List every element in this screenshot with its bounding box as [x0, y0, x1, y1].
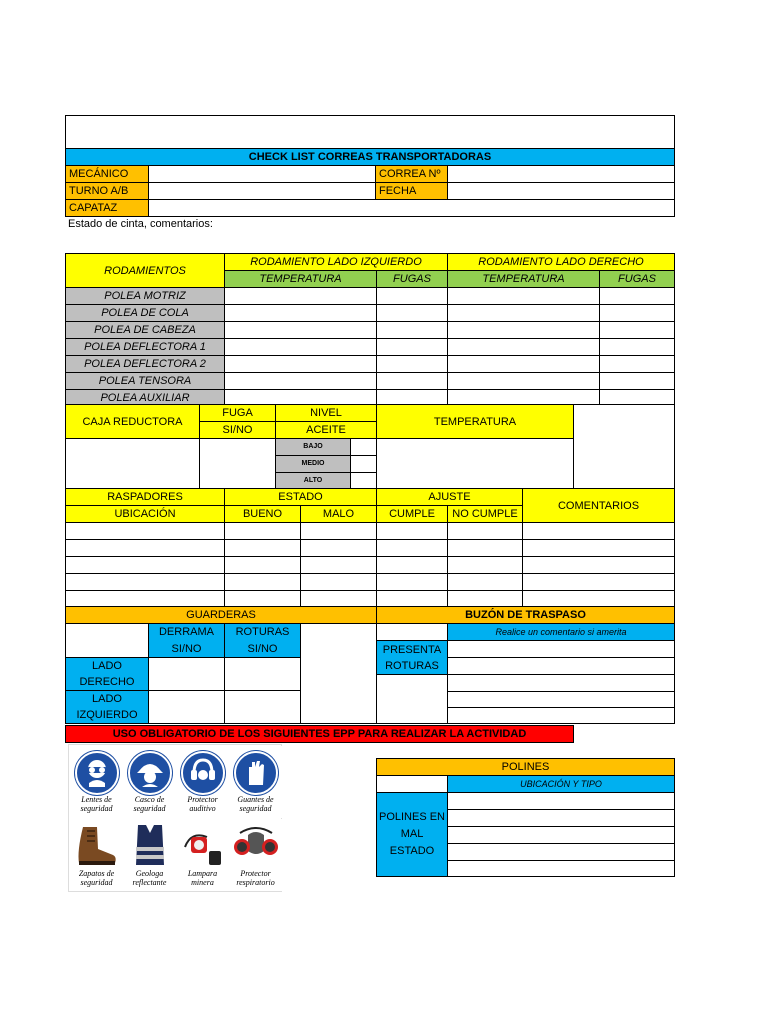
epp-caption: Zapatos de seguridad — [78, 869, 115, 887]
raspador-row-cell[interactable] — [224, 522, 301, 540]
polea-row-cell[interactable] — [447, 355, 600, 373]
turno-label: TURNO A/B — [65, 182, 149, 200]
derrama-label: DERRAMA — [158, 625, 214, 638]
mecanico-label: MECÁNICO — [65, 165, 149, 183]
fecha-field[interactable] — [447, 182, 675, 200]
caja-reductora-field[interactable] — [65, 438, 200, 489]
epp-item-respirator — [229, 819, 282, 891]
form-title: CHECK LIST CORREAS TRANSPORTADORAS — [65, 148, 675, 166]
raspador-row-cell[interactable] — [224, 539, 301, 557]
capataz-field[interactable] — [148, 199, 675, 217]
polines-corner — [376, 775, 448, 793]
raspador-row-cell[interactable] — [300, 573, 377, 591]
raspador-row-cell[interactable] — [376, 522, 448, 540]
raspador-row-cell[interactable] — [65, 522, 225, 540]
fecha-label: FECHA — [375, 182, 448, 200]
polines-text-2: MAL — [400, 828, 424, 840]
polea-row-label: POLEA DEFLECTORA 2 — [65, 355, 225, 373]
roturas-sino: SI/NO — [247, 642, 278, 655]
polea-row-label: POLEA TENSORA — [65, 372, 225, 390]
buzon-comment-3[interactable] — [447, 674, 675, 692]
raspador-row-cell[interactable] — [376, 573, 448, 591]
polea-row-cell[interactable] — [224, 355, 377, 373]
cumple-header: CUMPLE — [376, 505, 448, 523]
raspador-row-cell[interactable] — [522, 573, 675, 591]
temperatura-header: TEMPERATURA — [376, 404, 574, 439]
raspador-row-cell[interactable] — [447, 539, 523, 557]
polea-row-cell[interactable] — [599, 287, 675, 305]
epp-item-vest — [123, 819, 176, 891]
raspador-row-cell[interactable] — [224, 573, 301, 591]
raspador-row-cell[interactable] — [300, 556, 377, 574]
polea-row-cell[interactable] — [224, 321, 377, 339]
polea-row-cell[interactable] — [599, 321, 675, 339]
helmet-icon — [128, 751, 172, 795]
polea-row-cell[interactable] — [447, 287, 600, 305]
raspador-row-cell[interactable] — [300, 539, 377, 557]
mecanico-field[interactable] — [148, 165, 376, 183]
polea-row-cell[interactable] — [447, 338, 600, 356]
roturas-text: ROTURAS — [385, 659, 439, 672]
raspador-row-cell[interactable] — [522, 522, 675, 540]
nivel-bajo-check[interactable] — [350, 438, 377, 456]
buzon-blank — [376, 674, 448, 724]
polines-mal-estado-label — [376, 792, 448, 877]
respirator-icon — [230, 821, 282, 869]
lado-derecho-text-1: LADO — [92, 660, 122, 672]
bueno-header: BUENO — [224, 505, 301, 523]
fugas-izq-header: FUGAS — [376, 270, 448, 288]
polea-row-label: POLEA DE CABEZA — [65, 321, 225, 339]
safety-boot-icon — [71, 821, 123, 869]
raspador-row-cell[interactable] — [300, 522, 377, 540]
guarderas-blank — [300, 623, 377, 724]
temp-der-header: TEMPERATURA — [447, 270, 600, 288]
temp-izq-header: TEMPERATURA — [224, 270, 377, 288]
buzon-corner — [376, 623, 448, 641]
polea-row-label: POLEA MOTRIZ — [65, 287, 225, 305]
raspador-row-cell[interactable] — [522, 556, 675, 574]
polines-field-1[interactable] — [447, 792, 675, 810]
gloves-icon — [234, 751, 278, 795]
polea-row-cell[interactable] — [376, 304, 448, 322]
raspador-row-cell[interactable] — [447, 522, 523, 540]
derrama-header — [148, 623, 225, 658]
polea-row-cell[interactable] — [224, 338, 377, 356]
fuga-sino-header: SI/NO — [199, 421, 276, 439]
polines-field-4[interactable] — [447, 843, 675, 861]
polea-row-cell[interactable] — [447, 372, 600, 390]
epp-caption: Guantes de seguridad — [237, 795, 274, 813]
polea-row-label: POLEA DEFLECTORA 1 — [65, 338, 225, 356]
polea-row-cell[interactable] — [447, 321, 600, 339]
mining-lamp-icon — [177, 821, 229, 869]
epp-item-boots — [70, 819, 123, 891]
fuga-field[interactable] — [199, 438, 276, 489]
polines-header: POLINES — [376, 758, 675, 776]
derrama-sino: SI/NO — [171, 642, 202, 655]
lado-izquierdo-roturas[interactable] — [224, 690, 301, 724]
polea-row-cell[interactable] — [376, 338, 448, 356]
polines-ubicacion-header: UBICACIÓN Y TIPO — [447, 775, 675, 793]
epp-caption: Lentes de seguridad — [80, 795, 113, 813]
roturas-label: ROTURAS — [235, 625, 290, 638]
nivel-header: NIVEL — [275, 404, 377, 422]
buzon-comment-2[interactable] — [447, 657, 675, 675]
lado-izquierdo-label — [65, 690, 149, 724]
polines-text-3: ESTADO — [389, 845, 435, 857]
polea-row-cell[interactable] — [376, 287, 448, 305]
estado-cinta-label: Estado de cinta, comentarios: — [68, 218, 213, 230]
raspador-row-cell[interactable] — [447, 573, 523, 591]
raspador-row-cell[interactable] — [522, 539, 675, 557]
lado-derecho-derrama[interactable] — [148, 657, 225, 691]
nivel-bajo-label: BAJO — [275, 438, 351, 456]
buzon-header: BUZÓN DE TRASPASO — [376, 606, 675, 624]
buzon-comentario-header: Realice un comentario si amerita — [447, 623, 675, 641]
roturas-header — [224, 623, 301, 658]
nivel-alto-label: ALTO — [275, 472, 351, 489]
epp-grid — [68, 744, 282, 892]
buzon-comment-1[interactable] — [447, 640, 675, 658]
logo-area — [65, 115, 675, 149]
epp-item-helmet — [123, 746, 176, 818]
epp-caption: Protector auditivo — [187, 795, 218, 813]
polea-row-cell[interactable] — [376, 355, 448, 373]
polines-field-2[interactable] — [447, 809, 675, 827]
correa-label: CORREA Nº — [375, 165, 448, 183]
epp-caption: Casco de seguridad — [133, 795, 166, 813]
raspador-row-cell[interactable] — [65, 556, 225, 574]
raspador-row-cell[interactable] — [376, 556, 448, 574]
ubicacion-header: UBICACIÓN — [65, 505, 225, 523]
raspadores-header: RASPADORES — [65, 488, 225, 506]
caja-blank — [573, 404, 675, 489]
presenta-roturas-label — [376, 640, 448, 675]
raspador-row-cell[interactable] — [65, 573, 225, 591]
ajuste-header: AJUSTE — [376, 488, 523, 506]
temperatura-field[interactable] — [376, 438, 574, 489]
lado-derecho-text-2: DERECHO — [79, 676, 135, 688]
epp-item-lamp — [176, 819, 229, 891]
epp-item-glasses — [70, 746, 123, 818]
raspador-row-cell[interactable] — [447, 556, 523, 574]
lado-izquierdo-text-1: LADO — [92, 693, 122, 705]
capataz-label: CAPATAZ — [65, 199, 149, 217]
lado-izquierdo-derrama[interactable] — [148, 690, 225, 724]
lado-derecho-label — [65, 657, 149, 691]
polines-text-1: POLINES EN — [378, 811, 446, 823]
no-cumple-header: NO CUMPLE — [447, 505, 523, 523]
polea-row-cell[interactable] — [599, 338, 675, 356]
rodamiento-izq-header: RODAMIENTO LADO IZQUIERDO — [224, 253, 448, 271]
raspador-row-cell[interactable] — [65, 539, 225, 557]
estado-header: ESTADO — [224, 488, 377, 506]
nivel-medio-check[interactable] — [350, 455, 377, 473]
turno-field[interactable] — [148, 182, 376, 200]
raspador-row-cell[interactable] — [376, 539, 448, 557]
nivel-medio-label: MEDIO — [275, 455, 351, 473]
correa-field[interactable] — [447, 165, 675, 183]
lado-izquierdo-text-2: IZQUIERDO — [76, 709, 138, 721]
epp-banner: USO OBLIGATORIO DE LOS SIGUIENTES EPP PARA REALIZAR LA ACTIVIDAD — [65, 725, 574, 743]
fugas-der-header: FUGAS — [599, 270, 675, 288]
presenta-text: PRESENTA — [382, 643, 442, 656]
epp-caption: Lampara minera — [187, 869, 218, 887]
polea-row-cell[interactable] — [376, 372, 448, 390]
reflective-vest-icon — [124, 821, 176, 869]
polea-row-cell[interactable] — [224, 304, 377, 322]
polea-row-cell[interactable] — [599, 355, 675, 373]
guarderas-corner — [65, 623, 149, 658]
polea-row-cell[interactable] — [447, 304, 600, 322]
polea-row-cell[interactable] — [376, 321, 448, 339]
safety-glasses-icon — [75, 751, 119, 795]
ear-protector-icon — [181, 751, 225, 795]
polines-field-3[interactable] — [447, 826, 675, 844]
nivel-alto-check[interactable] — [350, 472, 377, 489]
polea-row-cell[interactable] — [224, 372, 377, 390]
polea-row-label: POLEA DE COLA — [65, 304, 225, 322]
epp-caption: Protector respiratorio — [236, 869, 275, 887]
polea-row-cell[interactable] — [224, 287, 377, 305]
buzon-comment-4[interactable] — [447, 691, 675, 708]
buzon-comment-5[interactable] — [447, 707, 675, 724]
epp-item-ear — [176, 746, 229, 818]
rodamientos-header: RODAMIENTOS — [65, 253, 225, 288]
malo-header: MALO — [300, 505, 377, 523]
polea-row-cell[interactable] — [599, 372, 675, 390]
rodamiento-der-header: RODAMIENTO LADO DERECHO — [447, 253, 675, 271]
epp-item-gloves — [229, 746, 282, 818]
epp-caption: Geologa reflectante — [132, 869, 167, 887]
polines-field-5[interactable] — [447, 860, 675, 877]
aceite-header: ACEITE — [275, 421, 377, 439]
polea-row-cell[interactable] — [599, 304, 675, 322]
raspador-row-cell[interactable] — [224, 556, 301, 574]
fuga-header: FUGA — [199, 404, 276, 422]
lado-derecho-roturas[interactable] — [224, 657, 301, 691]
polea-row-label: POLEA AUXILIAR — [65, 389, 225, 407]
comentarios-header: COMENTARIOS — [522, 488, 675, 523]
guarderas-header: GUARDERAS — [65, 606, 377, 624]
caja-reductora-label: CAJA REDUCTORA — [65, 404, 200, 439]
